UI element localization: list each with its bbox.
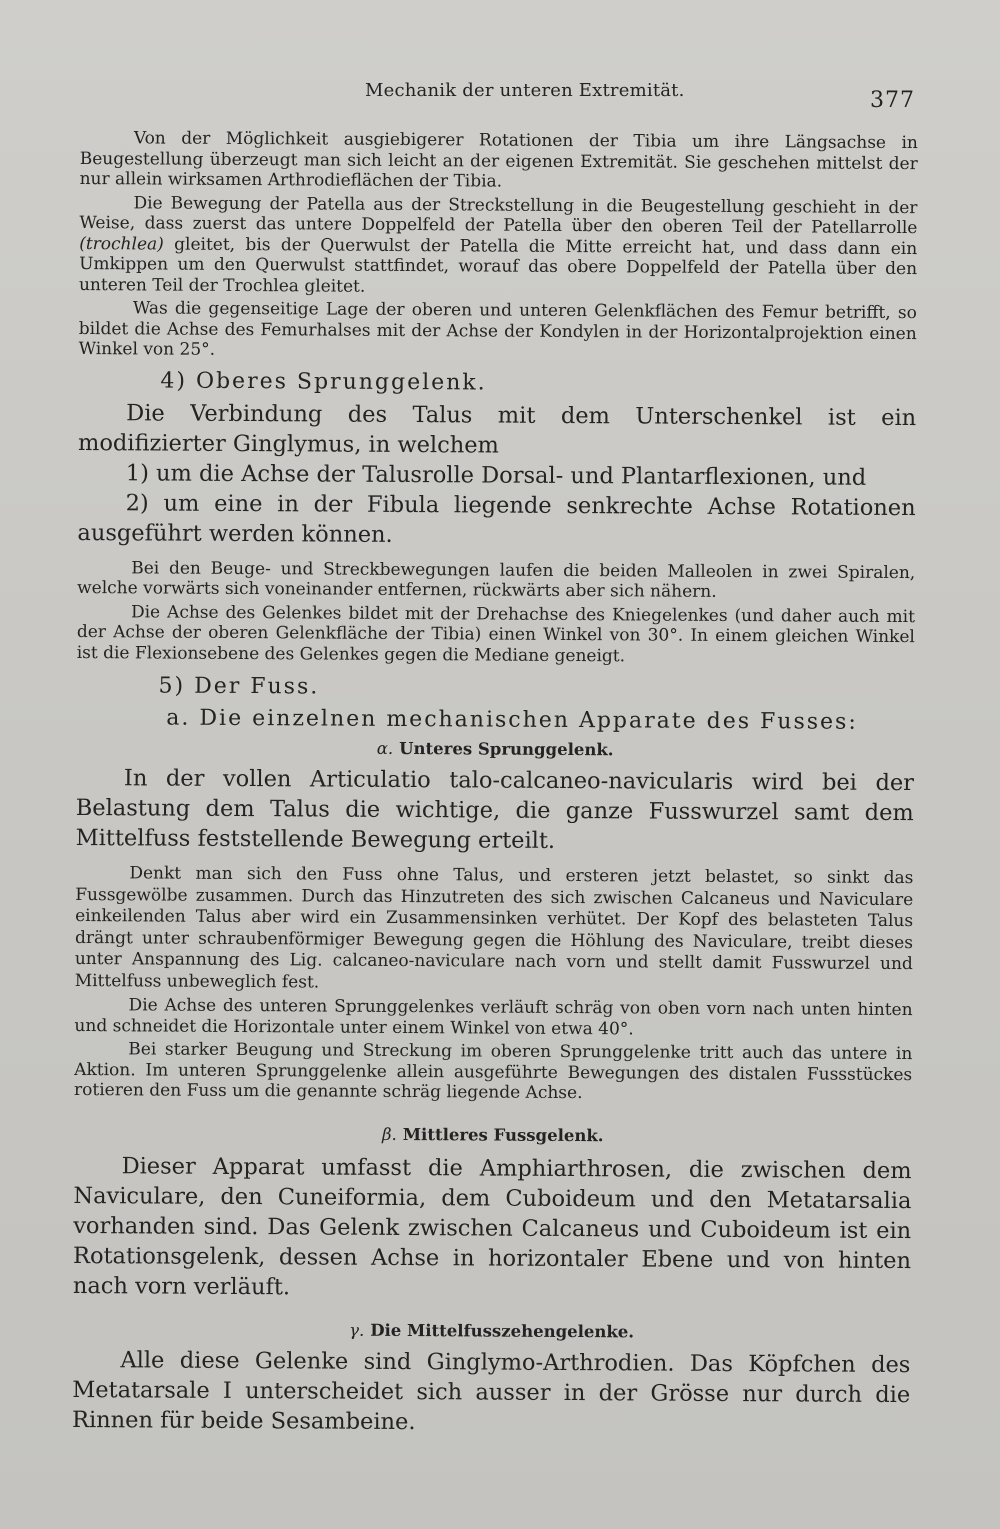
paragraph-malleolen: Bei den Beuge- und Streckbewegungen laufen die beiden Malleolen in zwei Spiralen, welche vorwärts sich voneinander entfernen, rückwärts aber sich nähern. (77, 557, 916, 602)
subheading-mittelfusszehengelenke (73, 1316, 911, 1345)
page-header (0, 78, 1000, 118)
paragraph-talus-connection: Die Verbindung des Talus mit dem Unterschenkel ist ein modifizierter Ginglymus, in welchem (77, 399, 917, 459)
subheading-gamma-text: Die Mittelfusszehengelenke. (370, 1320, 635, 1341)
list-item-1: 1) um die Achse der Talusrolle Dorsal- und Plantarflexionen, und (125, 459, 867, 491)
subheading-alpha-text: Unteres Sprunggelenk. (399, 738, 614, 760)
paragraph-achse-unteres: Die Achse des unteren Sprunggelenkes verläuft schräg von oben vorn nach unten hinten und schneidet die Horizontale unter einem Winkel von etwa 40°. (74, 995, 913, 1039)
paragraph-femur-angle: Was die gegenseitige Lage der oberen und unteren Gelenkflächen des Femur betrifft, so bildet die Achse des Femurhalses mit der Achse der Kondylen in der Horizontalprojektion einen Winkel von 25°. (78, 298, 917, 360)
greek-alpha: α. (376, 738, 394, 758)
running-title: Mechanik der unteren Extremität. (365, 80, 685, 101)
heading-oberes-sprunggelenk: 4) Oberes Sprunggelenk. (160, 367, 487, 395)
page-number: 377 (870, 88, 915, 113)
subheading-beta-text: Mittleres Fussgelenk. (402, 1124, 604, 1145)
paragraph-ginglymo-arthrodien: Alle diese Gelenke sind Ginglymo-Arthrodien. Das Köpfchen des Metatarsale I unterscheidet sich ausser in der Grösse nur durch die Rinnen für beide Sesambeine. (71, 1346, 911, 1435)
heading-mechanische-apparate: a. Die einzelnen mechanischen Apparate des Fusses: (166, 705, 858, 735)
paragraph-fuss-ohne-talus: Denkt man sich den Fuss ohne Talus, und ersteren jetzt belastet, so sinkt das Fussgewölbe zusammen. Durch das Hinzutreten des sich zwischen Calcaneus und Naviculare einkeilenden Talus aber wird ein Zusammensinken verhütet. Der Kopf des belasteten Talus drängt unter schraubenförmiger Bewegung gegen die Höhlung des Naviculare, treibt dieses unter Anspannung des Lig. calcaneo-naviculare nach vorn und stellt damit Fusswurzel und Mittelfuss unbeweglich fest. (74, 863, 914, 992)
paragraph-articulatio: In der vollen Articulatio talo-calcaneo-navicularis wird bei der Belastung dem Talus die wichtige, die ganze Fusswurzel samt dem Mittelfuss feststellende Bewegung erteilt. (75, 765, 915, 854)
paragraph-amphiarthrosen: Dieser Apparat umfasst die Amphiarthrosen, die zwischen dem Naviculare, den Cuneiformia, dem Cuboideum und den Metatarsalia vorhanden sind. Das Gelenk zwischen Calcaneus und Cuboideum ist ein Rotationsgelenk, dessen Achse in horizontaler Ebene und von hinten nach vorn verläuft. (72, 1152, 912, 1300)
trochlea-term: (trochlea) (79, 233, 164, 255)
greek-gamma: γ. (349, 1320, 365, 1340)
paragraph-patella-part-1: Die Bewegung der Patella aus der Streckstellung in die Beugestellung geschieht in der Weise, dass zuerst das untere Doppelfeld der Patella über den oberen Teil der Patellarrolle (79, 192, 918, 239)
list-item-2: 2) um eine in der Fibula liegende senkrechte Achse Rotationen ausgeführt werden können. (77, 489, 916, 548)
greek-beta: β. (381, 1124, 397, 1144)
subheading-unteres-sprunggelenk (76, 735, 914, 764)
paragraph-tibia-rotation: Von der Möglichkeit ausgiebigerer Rotationen der Tibia um ihre Längsachse in Beugestellung überzeugt man sich leicht an der eigenen Extremität. Sie geschehen mittelst der nur allein wirksamen Arthrodieflächen der Tibia. (79, 128, 918, 192)
heading-der-fuss: 5) Der Fuss. (158, 673, 320, 700)
paragraph-patella-movement (79, 192, 918, 300)
paragraph-patella-part-2: gleitet, bis der Querwulst der Patella die Mitte erreicht hat, und dass dann ein Umkippen um den Querwulst stattfindet, worauf das obere Doppelfeld der Patella über den unteren Teil der Trochlea gleitet. (78, 234, 918, 297)
paragraph-beugung-streckung: Bei starker Beugung und Streckung im oberen Sprunggelenke tritt auch das untere in Aktion. Im unteren Sprunggelenke allein ausgeführte Bewegungen des distalen Fussstückes rotieren den Fuss um die genannte schräg liegende Achse. (74, 1039, 913, 1104)
page-body (72, 120, 918, 1440)
subheading-mittleres-fussgelenk (74, 1120, 912, 1149)
paragraph-gelenk-achse: Die Achse des Gelenkes bildet mit der Drehachse des Kniegelenkes (und daher auch mit der Achse der oberen Gelenkfläche der Tibia) einen Winkel von 30°. In einem gleichen Winkel ist die Flexionsebene des Gelenkes gegen die Mediane geneigt. (76, 601, 916, 666)
